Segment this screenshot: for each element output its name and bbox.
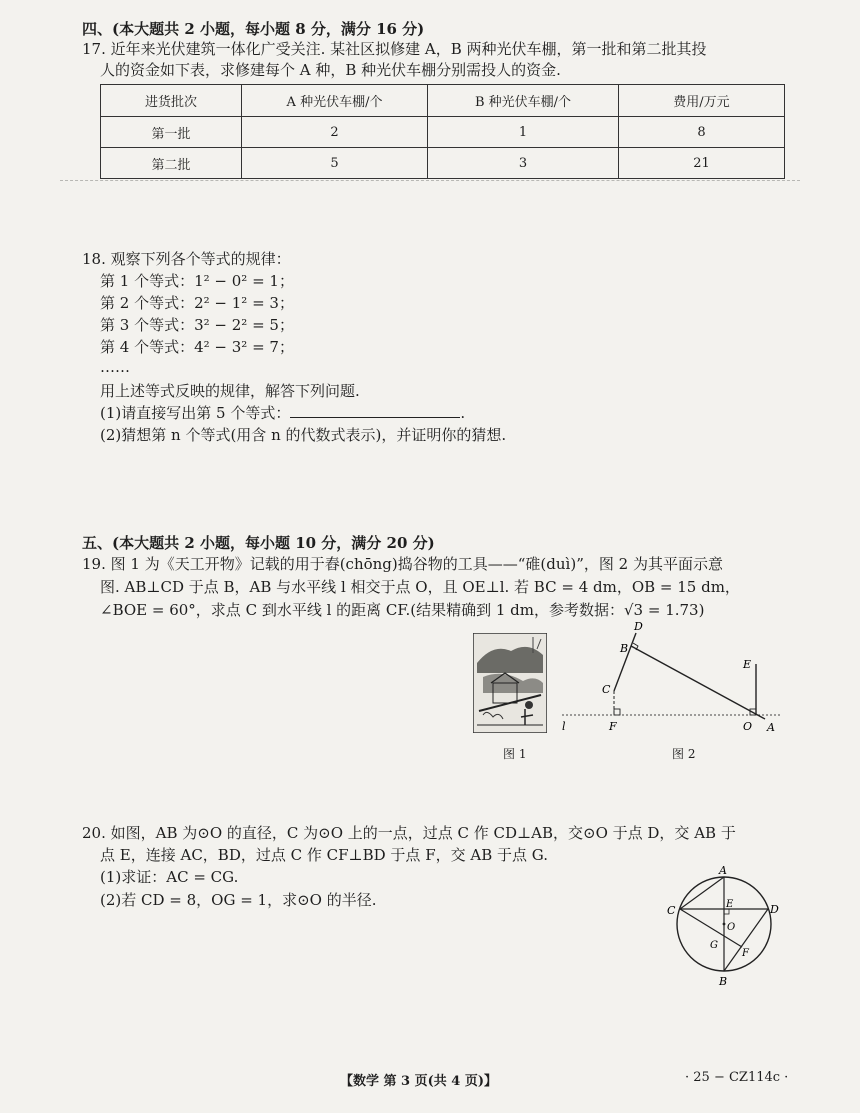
q17-line-1: 17. 近年来光伏建筑一体化广受关注. 某社区拟修建 A，B 两种光伏车棚，第一批和第二批其投 [82, 40, 707, 58]
section-5-title: 五、(本大题共 2 小题，每小题 10 分，满分 20 分) [82, 534, 435, 552]
circle-diagram [662, 864, 784, 990]
table-header-row [101, 85, 785, 117]
q18-eq-4: 第 4 个等式：4² − 3² = 7； [100, 338, 294, 356]
q20-line-2: 点 E，连接 AC，BD，过点 C 作 CF⊥BD 于点 F，交 AB 于点 G. [100, 846, 548, 864]
q18-eq-2: 第 2 个等式：2² − 1² = 3； [100, 294, 294, 312]
q20-line-1: 20. 如图，AB 为⊙O 的直径，C 为⊙O 上的一点，过点 C 作 CD⊥AB，交⊙O 于点 D，交 AB 于 [82, 824, 736, 842]
point-label: C [667, 904, 676, 917]
table-header-cell: B 种光伏车棚/个 [428, 85, 619, 117]
table-cell: 5 [242, 148, 428, 179]
page-code: · 25 − CZ114c · [685, 1070, 789, 1085]
point-label: l [562, 720, 566, 733]
table-cell: 第一批 [101, 117, 242, 148]
q18-part-2: (2)猜想第 n 个等式(用含 n 的代数式表示)，并证明你的猜想. [100, 426, 507, 444]
point-label: O [743, 720, 753, 733]
figure-2-diagram [560, 618, 785, 736]
q18-part-1-end: . [460, 404, 466, 422]
table-header-cell: 进货批次 [101, 85, 242, 117]
page-footer-label: 【数学 第 3 页(共 4 页)】 [340, 1074, 498, 1089]
point-label: A [719, 864, 727, 877]
point-label: E [726, 899, 734, 910]
q18-part-1 [100, 403, 465, 423]
point-label: F [742, 948, 749, 959]
table-cell: 第二批 [101, 148, 242, 179]
section-4-title: 四、(本大题共 2 小题，每小题 8 分，满分 16 分) [82, 20, 425, 38]
q20-part-1: (1)求证：AC = CG. [100, 868, 239, 886]
point-label: G [710, 940, 718, 951]
figure-2-label: 图 2 [672, 747, 696, 761]
point-label: O [727, 922, 736, 933]
table-row [101, 148, 785, 179]
q18-part-1-text: (1)请直接写出第 5 个等式： [100, 404, 291, 422]
q19-line-3: ∠BOE = 60°，求点 C 到水平线 l 的距离 CF.(结果精确到 1 dm，参考数据：√3 = 1.73) [100, 601, 705, 619]
q18-ellipsis: …… [100, 358, 130, 376]
table-row [101, 117, 785, 148]
table-cell: 8 [619, 117, 785, 148]
q18-eq-3: 第 3 个等式：3² − 2² = 5； [100, 316, 294, 334]
table-cell: 2 [242, 117, 428, 148]
point-label: D [770, 903, 779, 916]
table-header-cell: 费用/万元 [619, 85, 785, 117]
q18-intro: 18. 观察下列各个等式的规律： [82, 250, 291, 268]
answer-blank [290, 403, 460, 418]
q18-eq-1: 第 1 个等式：1² − 0² = 1； [100, 272, 294, 290]
point-label: C [602, 683, 611, 696]
q17-line-2: 人的资金如下表，求修建每个 A 种，B 种光伏车棚分别需投人的资金. [100, 61, 561, 79]
woodcut-illustration [473, 633, 547, 733]
q18-instruction: 用上述等式反映的规律，解答下列问题. [100, 382, 360, 400]
q17-table [100, 84, 785, 179]
table-cell: 3 [428, 148, 619, 179]
point-label: D [634, 620, 643, 633]
table-cell: 21 [619, 148, 785, 179]
figure-1-label: 图 1 [503, 747, 527, 761]
q19-line-1: 19. 图 1 为《天工开物》记载的用于舂(chōng)捣谷物的工具——“碓(duì)”，图 2 为其平面示意 [82, 555, 723, 573]
fold-line [60, 180, 800, 181]
q19-line-2: 图. AB⊥CD 于点 B，AB 与水平线 l 相交于点 O，且 OE⊥l. 若 BC = 4 dm，OB = 15 dm， [100, 578, 740, 596]
point-label: F [609, 720, 617, 733]
point-label: E [743, 658, 752, 671]
table-cell: 1 [428, 117, 619, 148]
point-label: A [767, 721, 775, 734]
q20-part-2: (2)若 CD = 8，OG = 1，求⊙O 的半径. [100, 891, 377, 909]
table-header-cell: A 种光伏车棚/个 [242, 85, 428, 117]
point-label: B [719, 975, 728, 988]
point-label: B [620, 642, 629, 655]
